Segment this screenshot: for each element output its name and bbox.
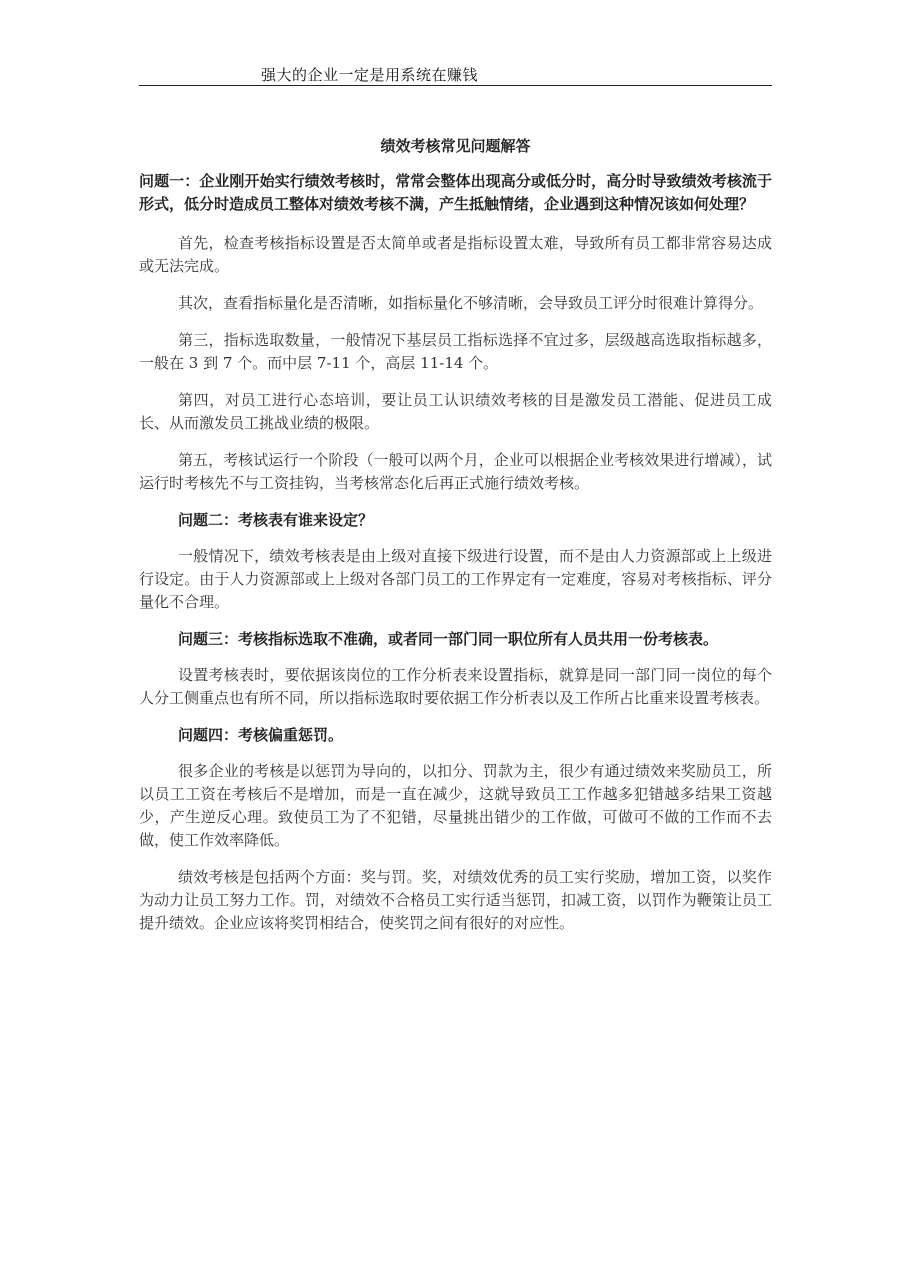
answer-2: 一般情况下，绩效考核表是由上级对直接下级进行设置，而不是由人力资源部或上上级进行设定。由于人力资源部或上上级对各部门员工的工作界定有一定难度，容易对考核指标、评分量化不合理。 bbox=[139, 547, 772, 611]
answer-4-paragraph-1: 很多企业的考核是以惩罚为导向的，以扣分、罚款为主，很少有通过绩效来奖励员工，所以员工工资在考核后不是增加，而是一直在减少，这就导致员工工作越多犯错越多结果工资越少，产生逆反心理。致使员工为了不犯错，尽量挑出错少的工作做，可做可不做的工作而不去做，使工作效率降低。 bbox=[139, 762, 772, 849]
answer-1-paragraph-5: 第五，考核试运行一个阶段（一般可以两个月，企业可以根据企业考核效果进行增减），试运行时考核先不与工资挂钩，当考核常态化后再正式施行绩效考核。 bbox=[139, 451, 772, 492]
question-3: 问题三：考核指标选取不准确，或者同一部门同一职位所有人员共用一份考核表。 bbox=[178, 630, 719, 648]
header-divider bbox=[139, 85, 772, 86]
question-2: 问题二：考核表有谁来设定？ bbox=[178, 511, 374, 529]
header-slogan: 强大的企业一定是用系统在赚钱 bbox=[261, 66, 479, 84]
document-body bbox=[139, 170, 772, 949]
question-1: 问题一：企业刚开始实行绩效考核时，常常会整体出现高分或低分时，高分时导致绩效考核流于形式，低分时造成员工整体对绩效考核不满，产生抵触情绪，企业遇到这种情况该如何处理？ bbox=[139, 172, 772, 213]
answer-1-paragraph-1: 首先，检查考核指标设置是否太简单或者是指标设置太难，导致所有员工都非常容易达成或无法完成。 bbox=[139, 234, 772, 275]
answer-3: 设置考核表时，要依据该岗位的工作分析表来设置指标，就算是同一部门同一岗位的每个人分工侧重点也有所不同，所以指标选取时要依据工作分析表以及工作所占比重来设置考核表。 bbox=[139, 666, 772, 707]
answer-1-paragraph-4: 第四，对员工进行心态培训，要让员工认识绩效考核的目是激发员工潜能、促进员工成长、从而激发员工挑战业绩的极限。 bbox=[139, 391, 772, 432]
document-title: 绩效考核常见问题解答 bbox=[380, 137, 531, 155]
answer-1-paragraph-2: 其次，查看指标量化是否清晰，如指标量化不够清晰，会导致员工评分时很难计算得分。 bbox=[178, 294, 764, 312]
answer-1-paragraph-3: 第三，指标选取数量，一般情况下基层员工指标选择不宜过多，层级越高选取指标越多，一般在 3 到 7 个。而中层 7-11 个，高层 11-14 个。 bbox=[139, 331, 772, 372]
question-4: 问题四：考核偏重惩罚。 bbox=[178, 726, 344, 744]
answer-4-paragraph-2: 绩效考核是包括两个方面：奖与罚。奖，对绩效优秀的员工实行奖励，增加工资，以奖作为动力让员工努力工作。罚，对绩效不合格员工实行适当惩罚，扣减工资，以罚作为鞭策让员工提升绩效。企业应该将奖罚相结合，使奖罚之间有很好的对应性。 bbox=[139, 868, 772, 932]
